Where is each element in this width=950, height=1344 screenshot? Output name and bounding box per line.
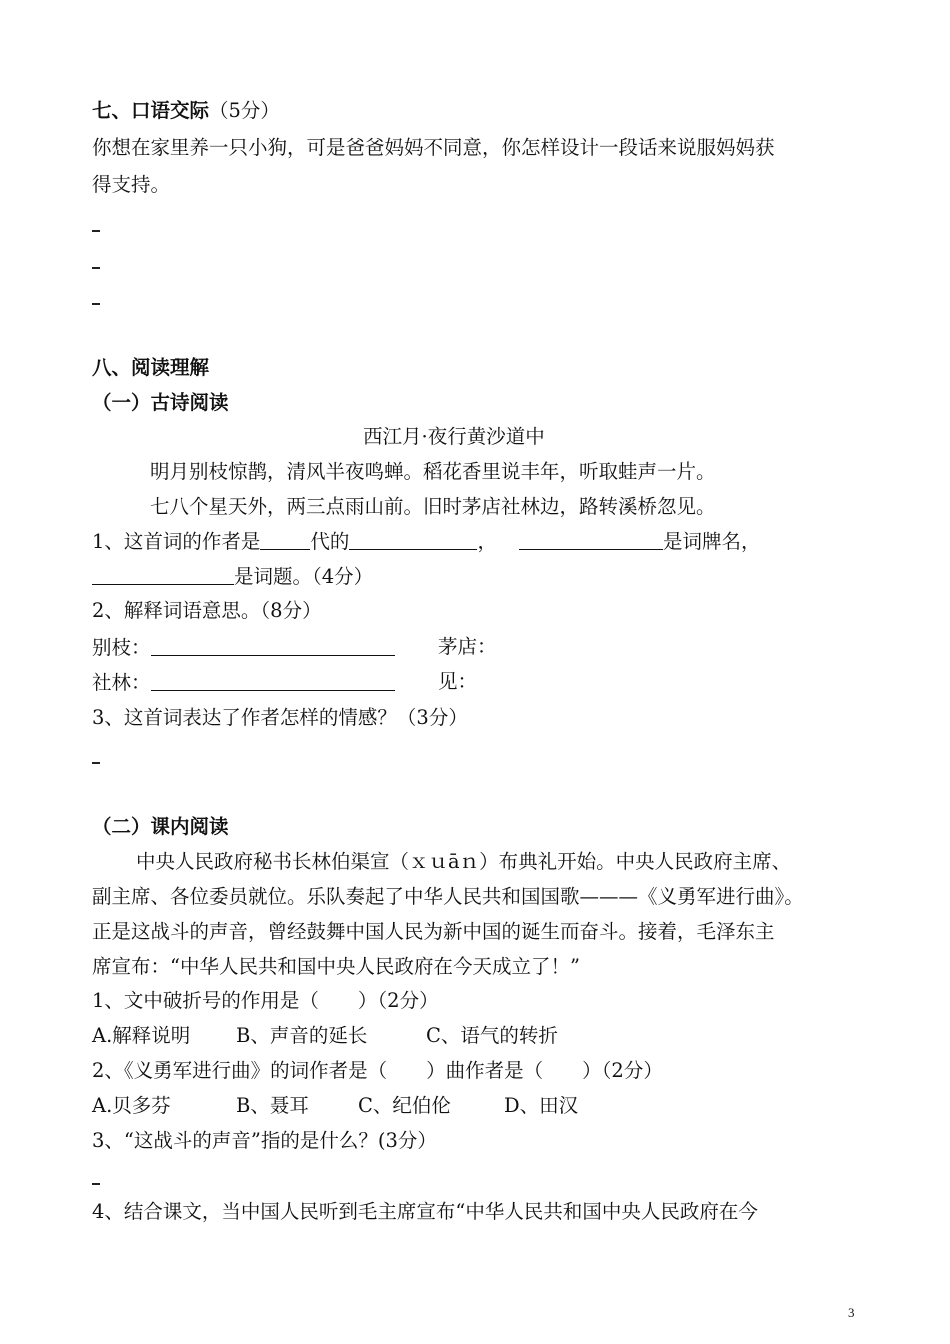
blank-author[interactable] <box>349 527 477 550</box>
part2-q3: 3、“这战斗的声音”指的是什么？(3分） <box>92 1129 437 1152</box>
blank-shelin[interactable] <box>151 668 395 691</box>
part2-q2-option-b: B、聂耳 <box>236 1094 309 1117</box>
blank-dynasty[interactable] <box>260 527 310 550</box>
part1-q2: 2、解释词语意思。（8分） <box>92 599 322 622</box>
answer-line <box>92 303 100 305</box>
q1-text-a: 1、这首词的作者是 <box>92 530 261 553</box>
answer-line <box>92 1183 100 1185</box>
word-shelin: 社林： <box>92 671 151 694</box>
part2-q2-option-c: C、纪伯伦 <box>358 1094 451 1117</box>
blank-biezhi[interactable] <box>151 633 395 656</box>
part2-q2-option-d: D、田汉 <box>504 1094 579 1117</box>
part1-q1-line2 <box>92 562 373 591</box>
answer-line <box>92 762 100 764</box>
q1-text-c: ， <box>477 530 497 553</box>
passage-line2: 副主席、各位委员就位。乐队奏起了中华人民共和国国歌———《义勇军进行曲》。 <box>92 885 804 908</box>
poem-title: 西江月·夜行黄沙道中 <box>363 425 545 448</box>
q1-text-b: 代的 <box>310 530 350 553</box>
part1-q2-row1 <box>92 633 395 662</box>
part2-q1: 1、文中破折号的作用是（ ）（2分） <box>92 989 439 1012</box>
part2-q1-option-b: B、声音的延长 <box>236 1024 368 1047</box>
poem-line2: 七八个星天外，两三点雨山前。旧时茅店社林边，路转溪桥忽见。 <box>150 495 716 518</box>
section7-heading-line <box>92 97 280 125</box>
part1-q3: 3、这首词表达了作者怎样的情感？（3分） <box>92 706 468 729</box>
part2-q4: 4、结合课文，当中国人民听到毛主席宣布“中华人民共和国中央人民政府在今 <box>92 1200 758 1223</box>
poem-line1: 明月别枝惊鹊，清风半夜鸣蝉。稻花香里说丰年，听取蛙声一片。 <box>150 460 716 483</box>
part2-heading: （二）课内阅读 <box>92 815 229 838</box>
section7-heading: 七、口语交际 <box>92 99 210 122</box>
section7-score: （5分） <box>209 99 280 122</box>
part1-heading: （一）古诗阅读 <box>92 391 229 414</box>
q1-text-d: 是词牌名， <box>662 530 761 553</box>
part2-q1-option-a: A.解释说明 <box>92 1024 191 1047</box>
passage-line3: 正是这战斗的声音，曾经鼓舞中国人民为新中国的诞生而奋斗。接着，毛泽东主 <box>92 920 775 943</box>
part1-q1-line1 <box>92 527 760 556</box>
blank-cipai[interactable] <box>519 527 663 550</box>
section7-prompt-line2: 得支持。 <box>92 173 171 196</box>
word-maodian: 茅店： <box>438 635 497 658</box>
page-number: 3 <box>848 1305 855 1320</box>
blank-title[interactable] <box>92 562 234 585</box>
part2-q1-option-c: C、语气的转折 <box>426 1024 558 1047</box>
section7-prompt-line1: 你想在家里养一只小狗，可是爸爸妈妈不同意，你怎样设计一段话来说服妈妈获 <box>92 136 775 159</box>
word-xian: 见： <box>438 670 478 693</box>
passage-line1: 中央人民政府秘书长林伯渠宣（ｘｕāｎ）布典礼开始。中央人民政府主席、 <box>136 850 792 873</box>
answer-line <box>92 267 100 269</box>
part1-q2-row2 <box>92 668 395 697</box>
part2-q2: 2、《义勇军进行曲》的词作者是（ ）曲作者是（ ）（2分） <box>92 1059 663 1082</box>
section8-heading: 八、阅读理解 <box>92 356 210 379</box>
passage-line4: 席宣布：“中华人民共和国中央人民政府在今天成立了！” <box>92 955 580 978</box>
word-biezhi: 别枝： <box>92 636 151 659</box>
answer-line <box>92 230 100 232</box>
q1-text-e: 是词题。（4分） <box>234 565 374 588</box>
part2-q2-option-a: A.贝多芬 <box>92 1094 171 1117</box>
